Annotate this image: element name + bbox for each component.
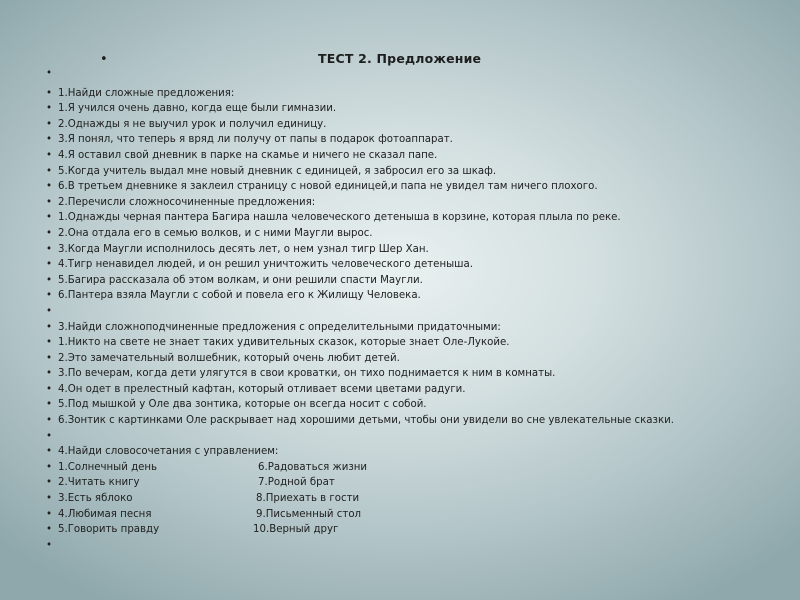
list-item-text: 3.Когда Маугли исполнилось десять лет, о нем узнал тигр Шер Хан. bbox=[58, 243, 429, 255]
list-item-text: 1.Никто на свете не знает таких удивительных сказок, которые знает Оле-Лукойе. bbox=[58, 337, 510, 349]
bullet: • bbox=[46, 539, 53, 551]
pair-right: 9.Письменный стол bbox=[256, 508, 362, 520]
list-item bbox=[46, 148, 674, 164]
list-item bbox=[46, 164, 674, 180]
bullet: • bbox=[46, 368, 53, 380]
pair-left: 2.Читать книгу bbox=[58, 477, 140, 489]
bullet: • bbox=[46, 259, 53, 271]
pair-right: 6.Радоваться жизни bbox=[258, 461, 368, 473]
list-item bbox=[46, 66, 674, 82]
list-item-text: 6.В третьем дневнике я заклеил страницу с новой единицей,и папа не увидел там ничего плохого. bbox=[58, 181, 598, 193]
list-item-text: 5.Под мышкой у Оле два зонтика, которые он всегда носит с собой. bbox=[58, 399, 427, 411]
list-item bbox=[46, 210, 674, 226]
list-item bbox=[46, 320, 674, 336]
bullet: • bbox=[46, 352, 53, 364]
list-item bbox=[46, 117, 674, 133]
list-item bbox=[46, 397, 674, 413]
pair-row bbox=[46, 460, 674, 476]
list-item-text: 4.Я оставил свой дневник в парке на скамье и ничего не сказал папе. bbox=[58, 149, 438, 161]
list-item bbox=[46, 101, 674, 117]
bullet: • bbox=[46, 118, 53, 130]
pair-row bbox=[46, 522, 674, 538]
bullet: • bbox=[46, 477, 53, 489]
list-item bbox=[46, 382, 674, 398]
list-item-text: 1.Я учился очень давно, когда еще были гимназии. bbox=[58, 103, 337, 115]
list-item-text: 2.Она отдала его в семью волков, и с ними Маугли вырос. bbox=[58, 227, 373, 239]
list-item-text: 3.По вечерам, когда дети улягутся в свои кроватки, он тихо поднимается к ним в комнаты. bbox=[58, 368, 556, 380]
list-item bbox=[46, 195, 674, 211]
pair-left: 1.Солнечный день bbox=[58, 461, 158, 473]
bullet: • bbox=[46, 165, 53, 177]
list-item-text: 6.Пантера взяла Маугли с собой и повела его к Жилищу Человека. bbox=[58, 290, 421, 302]
list-item bbox=[46, 366, 674, 382]
list-item-text: 4.Он одет в прелестный кафтан, который отливает всеми цветами радуги. bbox=[58, 383, 466, 395]
list-item bbox=[46, 429, 674, 445]
list-item-text: 2.Однажды я не выучил урок и получил единицу. bbox=[58, 118, 327, 130]
pair-right: 7.Родной брат bbox=[258, 477, 335, 489]
bullet: • bbox=[46, 446, 53, 458]
pair-right: 8.Приехать в гости bbox=[256, 493, 360, 505]
bullet: • bbox=[46, 103, 53, 115]
list-item bbox=[46, 132, 674, 148]
bullet: • bbox=[46, 181, 53, 193]
pair-row bbox=[46, 507, 674, 523]
bullet: • bbox=[46, 134, 53, 146]
bullet: • bbox=[46, 508, 53, 520]
bullet: • bbox=[46, 461, 53, 473]
bullet: • bbox=[46, 337, 53, 349]
list-item-text: 5.Багира рассказала об этом волкам, и они решили спасти Маугли. bbox=[58, 274, 423, 286]
pair-left: 4.Любимая песня bbox=[58, 508, 152, 520]
list-item-text: 4.Найди словосочетания с управлением: bbox=[58, 446, 279, 458]
bullet: • bbox=[46, 383, 53, 395]
list-item bbox=[46, 538, 674, 554]
bullet: • bbox=[46, 68, 53, 79]
bullet: • bbox=[46, 212, 53, 224]
slide-title: ТЕСТ 2. Предложение bbox=[318, 51, 482, 66]
bullet: • bbox=[46, 399, 53, 411]
title-bullet: • bbox=[100, 52, 108, 67]
list-item bbox=[46, 86, 674, 102]
pair-row bbox=[46, 491, 674, 507]
list-item bbox=[46, 351, 674, 367]
bullet: • bbox=[46, 305, 53, 317]
bullet: • bbox=[46, 290, 53, 302]
list-item bbox=[46, 444, 674, 460]
list-item-text: 1.Однажды черная пантера Багира нашла человеческого детеныша в корзине, которая плыла по реке. bbox=[58, 212, 621, 224]
list-item bbox=[46, 179, 674, 195]
list-item-text: 4.Тигр ненавидел людей, и он решил уничтожить человеческого детеныша. bbox=[58, 259, 473, 271]
pair-row bbox=[46, 475, 674, 491]
list-item-text: 6.Зонтик с картинками Оле раскрывает над хорошими детьми, чтобы они увидели во сне увлекательные сказки. bbox=[58, 415, 674, 427]
list-item-text: 5.Когда учитель выдал мне новый дневник с единицей, я забросил его за шкаф. bbox=[58, 165, 497, 177]
list-item-text: 2.Перечисли сложносочиненные предложения: bbox=[58, 196, 316, 208]
list-item-text: 3.Найди сложноподчиненные предложения с определительными придаточными: bbox=[58, 321, 501, 333]
list-item bbox=[46, 226, 674, 242]
bullet: • bbox=[46, 430, 53, 442]
pair-left: 3.Есть яблоко bbox=[58, 493, 133, 505]
bullet: • bbox=[46, 149, 53, 161]
list-item bbox=[46, 335, 674, 351]
list-item bbox=[46, 273, 674, 289]
bullet: • bbox=[46, 87, 53, 99]
bullet: • bbox=[46, 274, 53, 286]
list-item-text: 1.Найди сложные предложения: bbox=[58, 87, 235, 99]
bullet: • bbox=[46, 321, 53, 333]
list-item bbox=[46, 257, 674, 273]
list-item bbox=[46, 288, 674, 304]
bullet: • bbox=[46, 243, 53, 255]
list-item bbox=[46, 242, 674, 258]
bullet: • bbox=[46, 227, 53, 239]
bullet: • bbox=[46, 196, 53, 208]
pair-left: 5.Говорить правду bbox=[58, 524, 160, 536]
pair-right: 10.Верный друг bbox=[253, 524, 339, 536]
list-item bbox=[46, 304, 674, 320]
list-item bbox=[46, 413, 674, 429]
list-item-text: 2.Это замечательный волшебник, который очень любит детей. bbox=[58, 352, 400, 364]
bullet: • bbox=[46, 493, 53, 505]
bullet: • bbox=[46, 415, 53, 427]
bullet: • bbox=[46, 524, 53, 536]
bulleted-list bbox=[46, 66, 674, 553]
list-item-text: 3.Я понял, что теперь я вряд ли получу от папы в подарок фотоаппарат. bbox=[58, 134, 453, 146]
